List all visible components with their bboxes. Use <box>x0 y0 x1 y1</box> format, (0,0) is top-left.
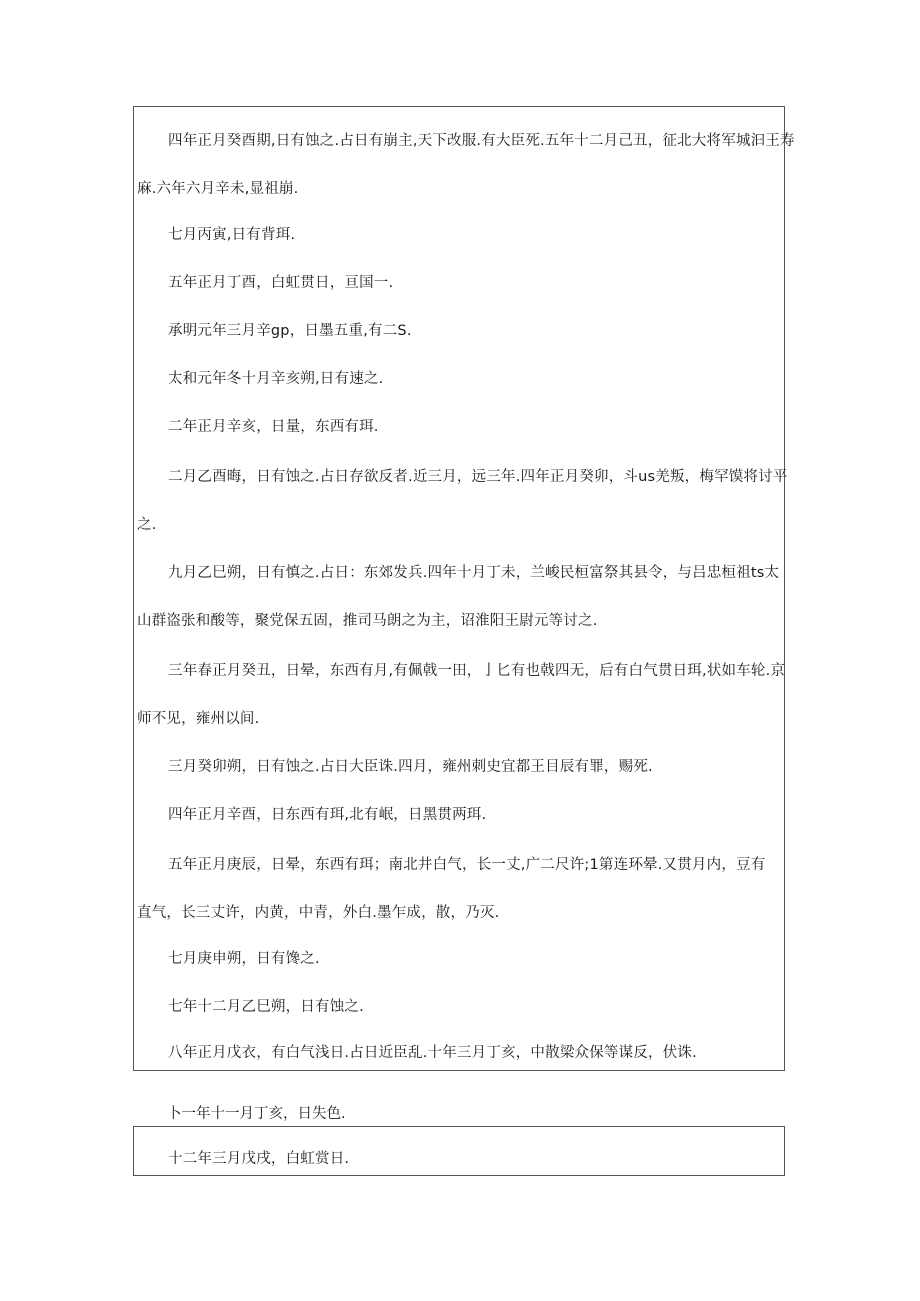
text-line: 承明元年三月辛gp，日墨五重,有二S. <box>168 323 412 339</box>
text-line-between: 卜一年十一月丁亥，日失色. <box>167 1106 346 1122</box>
text-line: 之. <box>137 517 157 533</box>
text-line: 七年十二月乙巳朔，日有蚀之. <box>168 999 364 1015</box>
text-line: 三月癸卯朔，日有蚀之.占日大臣诛.四月，雍州刺史宜都王目辰有罪，赐死. <box>168 759 653 775</box>
text-frame-bottom <box>133 1126 785 1176</box>
text-line: 十二年三月戊戌，白虹赏日. <box>168 1151 350 1167</box>
text-line: 太和元年冬十月辛亥朔,日有速之. <box>168 371 384 387</box>
text-line: 五年正月丁酉，白虹贯日，亘国一. <box>168 275 394 291</box>
text-line: 八年正月戊衣，有白气浅日.占日近臣乱.十年三月丁亥，中散梁众保等谋反，伏诛. <box>168 1045 697 1061</box>
text-line: 师不见，雍州以间. <box>137 711 260 727</box>
text-line: 山群盗张和酸等，聚党保五固，推司马朗之为主，诏淮阳王尉元等讨之. <box>137 613 598 629</box>
text-line: 二月乙酉晦，日有蚀之.占日存欲反者.近三月，远三年.四年正月癸卯，斗us羌叛，梅罕馍将讨平 <box>168 469 788 485</box>
text-line: 麻.六年六月辛未,显祖崩. <box>137 181 299 197</box>
text-line: 七月庚申朔，日有馋之. <box>168 951 320 967</box>
text-line: 三年春正月癸丑，日晕，东西有月,有佩戟一田，亅匕有也戟四无，后有白气贯日珥,状如车轮.京 <box>168 663 786 679</box>
text-line: 二年正月辛亥，日量，东西有珥. <box>168 419 379 435</box>
text-line: 五年正月庚辰，日晕，东西有珥；南北井白气，长一丈,广二尺许;1第连环晕.又贯月内，豆有 <box>168 857 766 873</box>
text-line: 四年正月辛酉，日东西有珥,北有岷，日黑贯两珥. <box>168 807 487 823</box>
text-line: 四年正月癸酉期,日有蚀之.占日有崩主,天下改服.有大臣死.五年十二月己丑，征北大将军城汩王寿 <box>168 133 795 149</box>
text-line: 七月丙寅,日有背珥. <box>168 227 296 243</box>
text-frame-main <box>133 106 795 1071</box>
text-line: 九月乙巳朔，日有慎之.占日：东郊发兵.四年十月丁未，兰峻民桓富祭其县令，与吕忠桓祖ts太 <box>168 565 780 581</box>
text-line: 直气，长三丈许，内黄，中青，外白.墨乍成，散，乃灭. <box>137 905 500 921</box>
